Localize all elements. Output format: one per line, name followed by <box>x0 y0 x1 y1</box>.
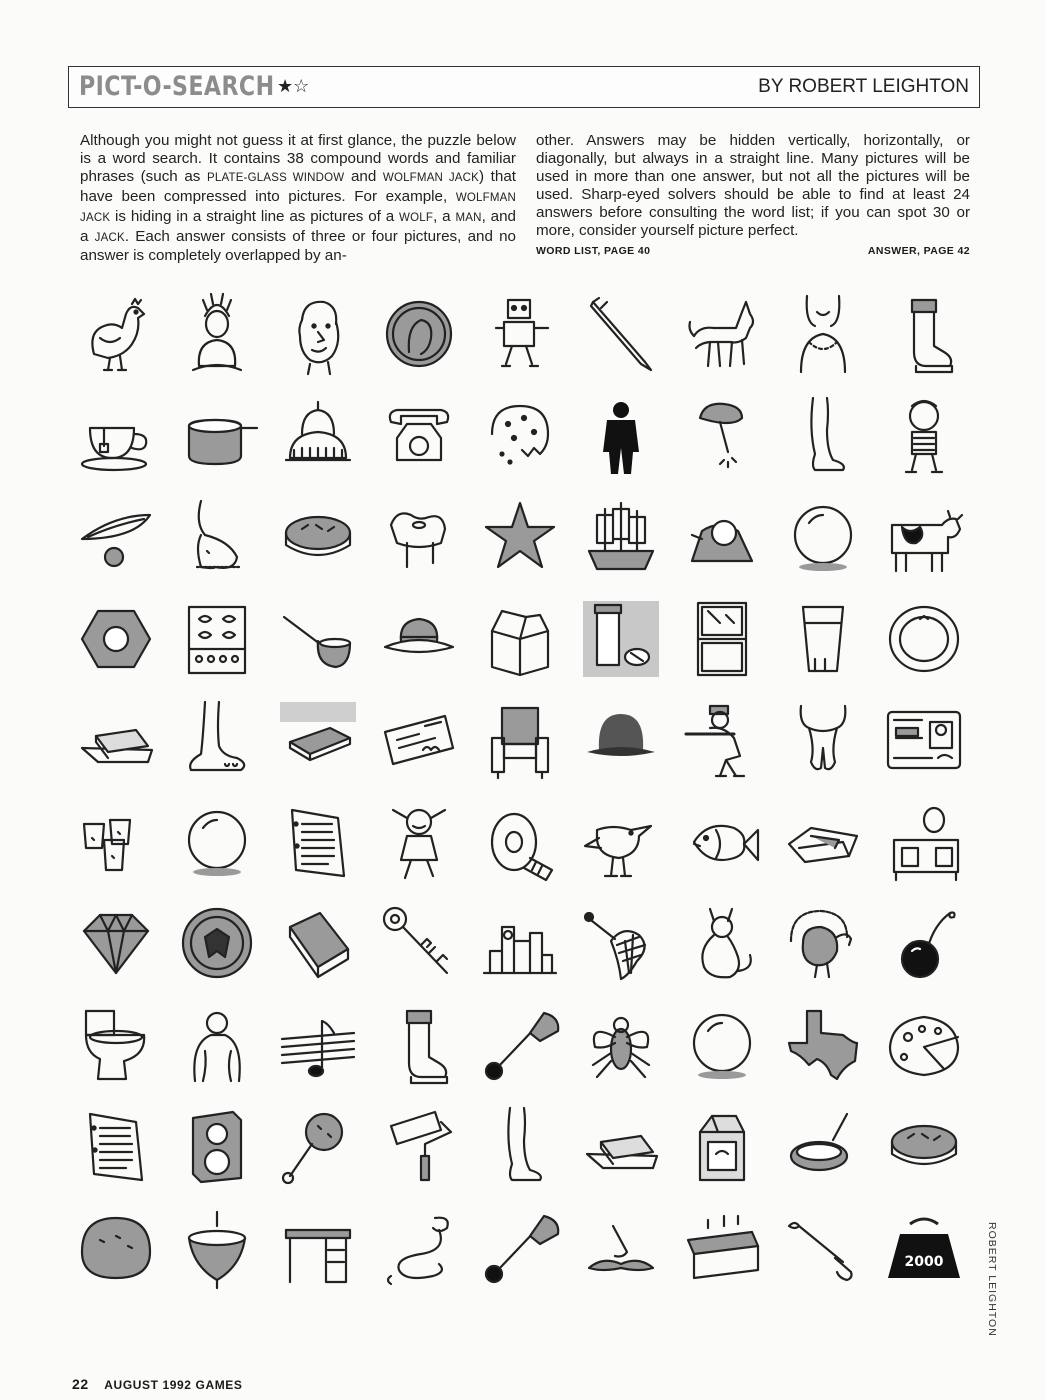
paint-roller-icon <box>375 1102 463 1190</box>
butter-dish-icon <box>577 1102 665 1190</box>
rattle-icon <box>274 1102 362 1190</box>
fish-icon <box>678 798 766 886</box>
book-icon <box>274 899 362 987</box>
man-back-icon <box>173 1001 261 1089</box>
boot-icon <box>375 1001 463 1089</box>
thumbtack-icon <box>678 392 766 480</box>
cherry-icon <box>880 899 968 987</box>
wolf-icon <box>678 290 766 378</box>
picture-grid <box>72 290 987 1298</box>
stove-icon <box>173 595 261 683</box>
license-icon <box>880 696 968 784</box>
hex-nut-icon <box>72 595 160 683</box>
robot-icon <box>476 290 564 378</box>
gangster-icon <box>678 696 766 784</box>
telephone-icon <box>375 392 463 480</box>
man-face-icon <box>274 290 362 378</box>
music-note-icon <box>274 1001 362 1089</box>
answer-ref: ANSWER, PAGE 42 <box>867 245 970 257</box>
page-footer <box>72 1376 243 1392</box>
puzzle-title: PICT-O-SEARCH <box>79 71 275 102</box>
saddle-icon <box>375 493 463 581</box>
paper-icon <box>274 798 362 886</box>
intro-paragraph-left: Although you might not guess it at first glance, the puzzle below is a word search. It contains 38 compound words and familiar phrases (such as PLATE-GLASS WINDOW and WOLFMAN JACK) that have been compressed into pictures. For example, WOLFMAN JACK is hiding in a straight line as pictures of a WOLF, a MAN, and a JACK. Each answer consists of three or four pictures, and no answer is completely overlapped by an- <box>80 132 517 265</box>
pill-bottle-icon <box>577 595 665 683</box>
bar-counter-icon <box>678 1204 766 1292</box>
girl-icon <box>375 798 463 886</box>
texas-icon <box>779 1001 867 1089</box>
window-icon <box>678 595 766 683</box>
leg-icon <box>476 1102 564 1190</box>
tape-dispenser-icon <box>678 493 766 581</box>
crow-icon <box>577 798 665 886</box>
difficulty-stars: ★☆ <box>277 76 310 96</box>
diamond-icon <box>72 899 160 987</box>
leg-icon <box>779 392 867 480</box>
pea-pod-icon <box>72 493 160 581</box>
indian-chief-icon <box>173 290 261 378</box>
pipe-icon <box>274 595 362 683</box>
net-icon <box>577 899 665 987</box>
weight-icon <box>880 1204 968 1292</box>
hen-icon <box>72 290 160 378</box>
fedora-hat-icon <box>375 595 463 683</box>
key-icon <box>375 899 463 987</box>
page-number: 22 <box>72 1376 89 1392</box>
boy-icon <box>880 392 968 480</box>
check-icon <box>375 696 463 784</box>
horn-icon <box>476 1001 564 1089</box>
gold-bar-icon <box>274 696 362 784</box>
milk-carton-icon <box>678 1102 766 1190</box>
snake-icon <box>375 1204 463 1292</box>
butter-dish-icon <box>72 696 160 784</box>
paper-icon <box>72 1102 160 1190</box>
ball-icon <box>779 493 867 581</box>
artist-credit: ROBERT LEIGHTON <box>986 1222 998 1337</box>
pen-icon <box>577 290 665 378</box>
byline: BY ROBERT LEIGHTON <box>758 76 969 97</box>
foot-icon <box>173 696 261 784</box>
cookie-icon <box>476 392 564 480</box>
desk-icon <box>274 1204 362 1292</box>
mustache-nose-icon <box>577 1204 665 1292</box>
cow-icon <box>880 493 968 581</box>
city-icon <box>476 899 564 987</box>
man-silhouette-icon <box>577 392 665 480</box>
frying-pan-icon <box>779 1102 867 1190</box>
ticket-roll-icon <box>476 798 564 886</box>
toilet-icon <box>72 1001 160 1089</box>
box-icon <box>476 595 564 683</box>
intro-paragraph-right: other. Answers may be hidden vertically, horizontally, or diagonally, but always in a straight line. Many pictures will be used in more than one answer, but not all the pictures will be used. Sharp-eyed solvers should be able to find at least 24 answers before consulting the word list; if you can spot 30 or more, consider yourself picture perfect. <box>536 132 970 239</box>
svg-text:2000: 2000 <box>904 1253 944 1270</box>
word-list-ref: WORD LIST, PAGE 40 <box>536 245 651 257</box>
vanity-icon <box>880 798 968 886</box>
fly-icon <box>577 1001 665 1089</box>
ball-icon <box>173 798 261 886</box>
speaker-icon <box>173 1102 261 1190</box>
issue-label: AUGUST 1992 GAMES <box>104 1378 243 1392</box>
rowboat-icon <box>779 798 867 886</box>
bun-icon <box>72 1204 160 1292</box>
teacup-icon <box>72 392 160 480</box>
rolling-pin-icon <box>779 1204 867 1292</box>
ship-icon <box>577 493 665 581</box>
saucepan-icon <box>173 392 261 480</box>
pie-icon <box>880 1102 968 1190</box>
glass-icon <box>779 595 867 683</box>
pie-icon <box>274 493 362 581</box>
boot-icon <box>880 290 968 378</box>
turkey-icon <box>779 899 867 987</box>
coin-icon <box>173 899 261 987</box>
star-icon <box>476 493 564 581</box>
baby-legs-icon <box>779 696 867 784</box>
bowler-hat-icon <box>577 696 665 784</box>
woman-lei-icon <box>779 290 867 378</box>
horn-icon <box>476 1204 564 1292</box>
cheese-icon <box>880 1001 968 1089</box>
armchair-icon <box>476 696 564 784</box>
cat-icon <box>678 899 766 987</box>
penny-icon <box>375 290 463 378</box>
cups-icon <box>72 798 160 886</box>
title-box <box>68 66 980 108</box>
plate-icon <box>880 595 968 683</box>
top-icon <box>173 1204 261 1292</box>
ball-icon <box>678 1001 766 1089</box>
capitol-dome-icon <box>274 392 362 480</box>
belly-icon <box>173 493 261 581</box>
page-references <box>536 245 970 257</box>
